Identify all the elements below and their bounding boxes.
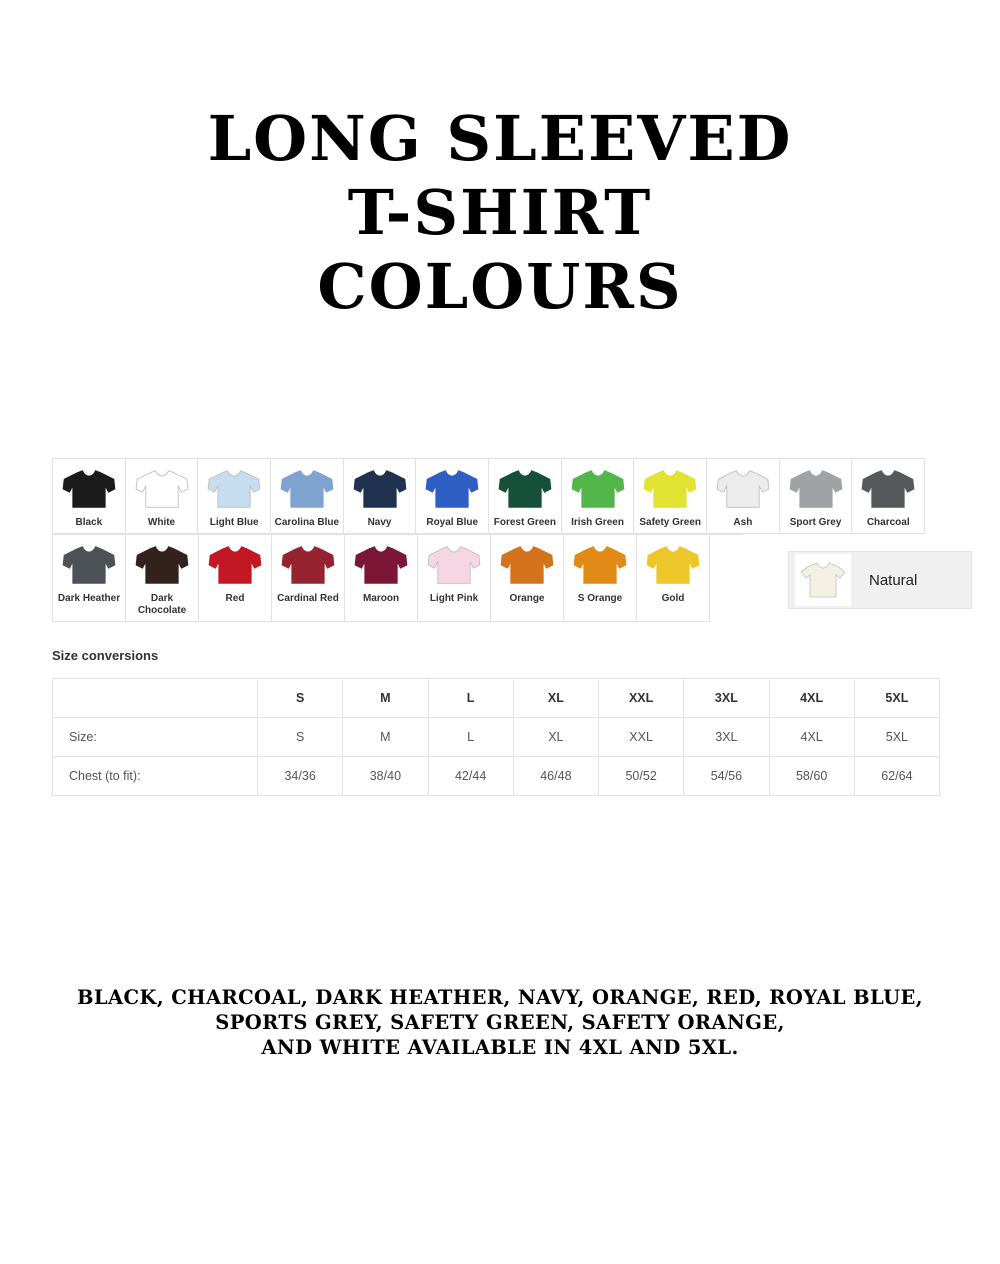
- table-cell: L: [428, 718, 513, 757]
- colour-swatch-label: Sport Grey: [789, 517, 842, 528]
- colour-swatch-label: Dark Chocolate: [137, 593, 187, 616]
- colour-swatch-royal-blue[interactable]: [416, 459, 489, 534]
- footnote-line-3: AND WHITE AVAILABLE IN 4XL AND 5XL.: [261, 1036, 739, 1059]
- long-sleeve-shirt-icon: [208, 541, 262, 589]
- colour-swatch-label: Gold: [661, 593, 685, 604]
- table-cell: 5XL: [854, 718, 939, 757]
- colour-swatch-label: Orange: [509, 593, 545, 604]
- long-sleeve-shirt-icon: [280, 465, 334, 513]
- long-sleeve-shirt-icon: [500, 541, 554, 589]
- colour-swatch-dark-chocolate[interactable]: [126, 535, 199, 622]
- colour-swatch-ash[interactable]: [707, 459, 780, 534]
- colour-swatch-label: Black: [75, 517, 103, 528]
- footnote-line-2: SPORTS GREY, SAFETY GREEN, SAFETY ORANGE,: [215, 1011, 785, 1034]
- table-cell: 3XL: [684, 718, 769, 757]
- colour-swatch-navy[interactable]: [344, 459, 417, 534]
- colour-swatch-label: S Orange: [577, 593, 623, 604]
- table-column-header-xxl: XXL: [599, 679, 684, 718]
- long-sleeve-shirt-icon: [716, 465, 770, 513]
- table-corner-cell: [53, 679, 258, 718]
- colour-row-1: [52, 458, 925, 534]
- colour-swatch-safety-green[interactable]: [634, 459, 707, 534]
- title-line-2: T-SHIRT: [347, 176, 653, 249]
- table-cell: 58/60: [769, 757, 854, 796]
- table-cell: XXL: [599, 718, 684, 757]
- long-sleeve-shirt-icon: [62, 465, 116, 513]
- table-column-header-3xl: 3XL: [684, 679, 769, 718]
- colour-swatch-label: Irish Green: [571, 517, 624, 528]
- colour-swatch-s-orange[interactable]: [564, 535, 637, 622]
- long-sleeve-shirt-icon: [861, 465, 915, 513]
- colour-swatch-sport-grey[interactable]: [780, 459, 853, 534]
- colour-swatch-label: Dark Heather: [57, 593, 121, 604]
- colour-swatch-label: Forest Green: [493, 517, 556, 528]
- long-sleeve-shirt-icon: [135, 541, 189, 589]
- table-cell: XL: [513, 718, 598, 757]
- table-header-row: [53, 679, 940, 718]
- page-title: [0, 0, 1000, 324]
- colour-swatch-label: White: [147, 517, 176, 528]
- size-conversions-table: [52, 678, 940, 796]
- colour-swatch-label: Light Pink: [429, 593, 479, 604]
- table-cell: 46/48: [513, 757, 598, 796]
- natural-colour-callout: [788, 551, 972, 609]
- colour-swatch-label: Cardinal Red: [277, 593, 339, 604]
- table-body: [53, 718, 940, 796]
- table-row: [53, 757, 940, 796]
- colour-swatch-maroon[interactable]: [345, 535, 418, 622]
- long-sleeve-shirt-icon: [425, 465, 479, 513]
- long-sleeve-shirt-icon: [281, 541, 335, 589]
- table-cell: 38/40: [343, 757, 428, 796]
- table-row-label: Size:: [53, 718, 258, 757]
- colour-swatch-light-pink[interactable]: [418, 535, 491, 622]
- colour-swatch-white[interactable]: [126, 459, 199, 534]
- long-sleeve-shirt-icon: [573, 541, 627, 589]
- long-sleeve-shirt-icon: [498, 465, 552, 513]
- footnote-line-1: BLACK, CHARCOAL, DARK HEATHER, NAVY, ORANGE, RED, ROYAL BLUE,: [77, 986, 923, 1009]
- table-cell: 50/52: [599, 757, 684, 796]
- table-column-header-l: L: [428, 679, 513, 718]
- table-column-header-xl: XL: [513, 679, 598, 718]
- table-cell: 4XL: [769, 718, 854, 757]
- long-sleeve-shirt-icon: [643, 465, 697, 513]
- availability-footnote: [0, 985, 1000, 1060]
- long-sleeve-shirt-icon: [353, 465, 407, 513]
- long-sleeve-shirt-icon: [207, 465, 261, 513]
- table-column-header-5xl: 5XL: [854, 679, 939, 718]
- colour-swatch-cardinal-red[interactable]: [272, 535, 345, 622]
- table-column-header-4xl: 4XL: [769, 679, 854, 718]
- long-sleeve-shirt-icon: [789, 465, 843, 513]
- colour-swatch-label: Carolina Blue: [274, 517, 340, 528]
- colour-swatch-black[interactable]: [53, 459, 126, 534]
- table-column-header-m: M: [343, 679, 428, 718]
- colour-swatch-irish-green[interactable]: [562, 459, 635, 534]
- table-cell: 54/56: [684, 757, 769, 796]
- colour-swatch-forest-green[interactable]: [489, 459, 562, 534]
- colour-swatch-label: Navy: [367, 517, 392, 528]
- table-row: [53, 718, 940, 757]
- natural-shirt-icon: [795, 554, 851, 606]
- colour-swatch-label: Red: [225, 593, 245, 604]
- title-line-1: LONG SLEEVED: [207, 102, 793, 175]
- table-cell: M: [343, 718, 428, 757]
- colour-swatch-label: Ash: [733, 517, 753, 528]
- colour-swatch-red[interactable]: [199, 535, 272, 622]
- long-sleeve-shirt-icon: [354, 541, 408, 589]
- table-cell: 34/36: [258, 757, 343, 796]
- long-sleeve-shirt-icon: [62, 541, 116, 589]
- long-sleeve-shirt-icon: [571, 465, 625, 513]
- colour-swatch-label: Royal Blue: [426, 517, 479, 528]
- title-line-3: COLOURS: [317, 250, 683, 323]
- colour-row-2: [52, 534, 743, 622]
- long-sleeve-shirt-icon: [427, 541, 481, 589]
- colour-swatch-orange[interactable]: [491, 535, 564, 622]
- colour-swatch-label: Light Blue: [209, 517, 259, 528]
- long-sleeve-shirt-icon: [135, 465, 189, 513]
- colour-swatch-charcoal[interactable]: [852, 459, 925, 534]
- colour-swatch-dark-heather[interactable]: [53, 535, 126, 622]
- colour-swatch-label: Maroon: [362, 593, 400, 604]
- natural-label: Natural: [869, 571, 918, 589]
- colour-swatch-gold[interactable]: [637, 535, 710, 622]
- long-sleeve-shirt-icon: [646, 541, 700, 589]
- colour-swatch-light-blue[interactable]: [198, 459, 271, 534]
- table-column-header-s: S: [258, 679, 343, 718]
- table-cell: 62/64: [854, 757, 939, 796]
- table-row-label: Chest (to fit):: [53, 757, 258, 796]
- colour-swatch-label: Safety Green: [639, 517, 702, 528]
- size-conversions-heading: Size conversions: [52, 648, 159, 663]
- colour-swatch-carolina-blue[interactable]: [271, 459, 344, 534]
- table-cell: S: [258, 718, 343, 757]
- colour-swatch-label: Charcoal: [866, 517, 910, 528]
- table-cell: 42/44: [428, 757, 513, 796]
- colour-swatch-grid: [52, 458, 948, 622]
